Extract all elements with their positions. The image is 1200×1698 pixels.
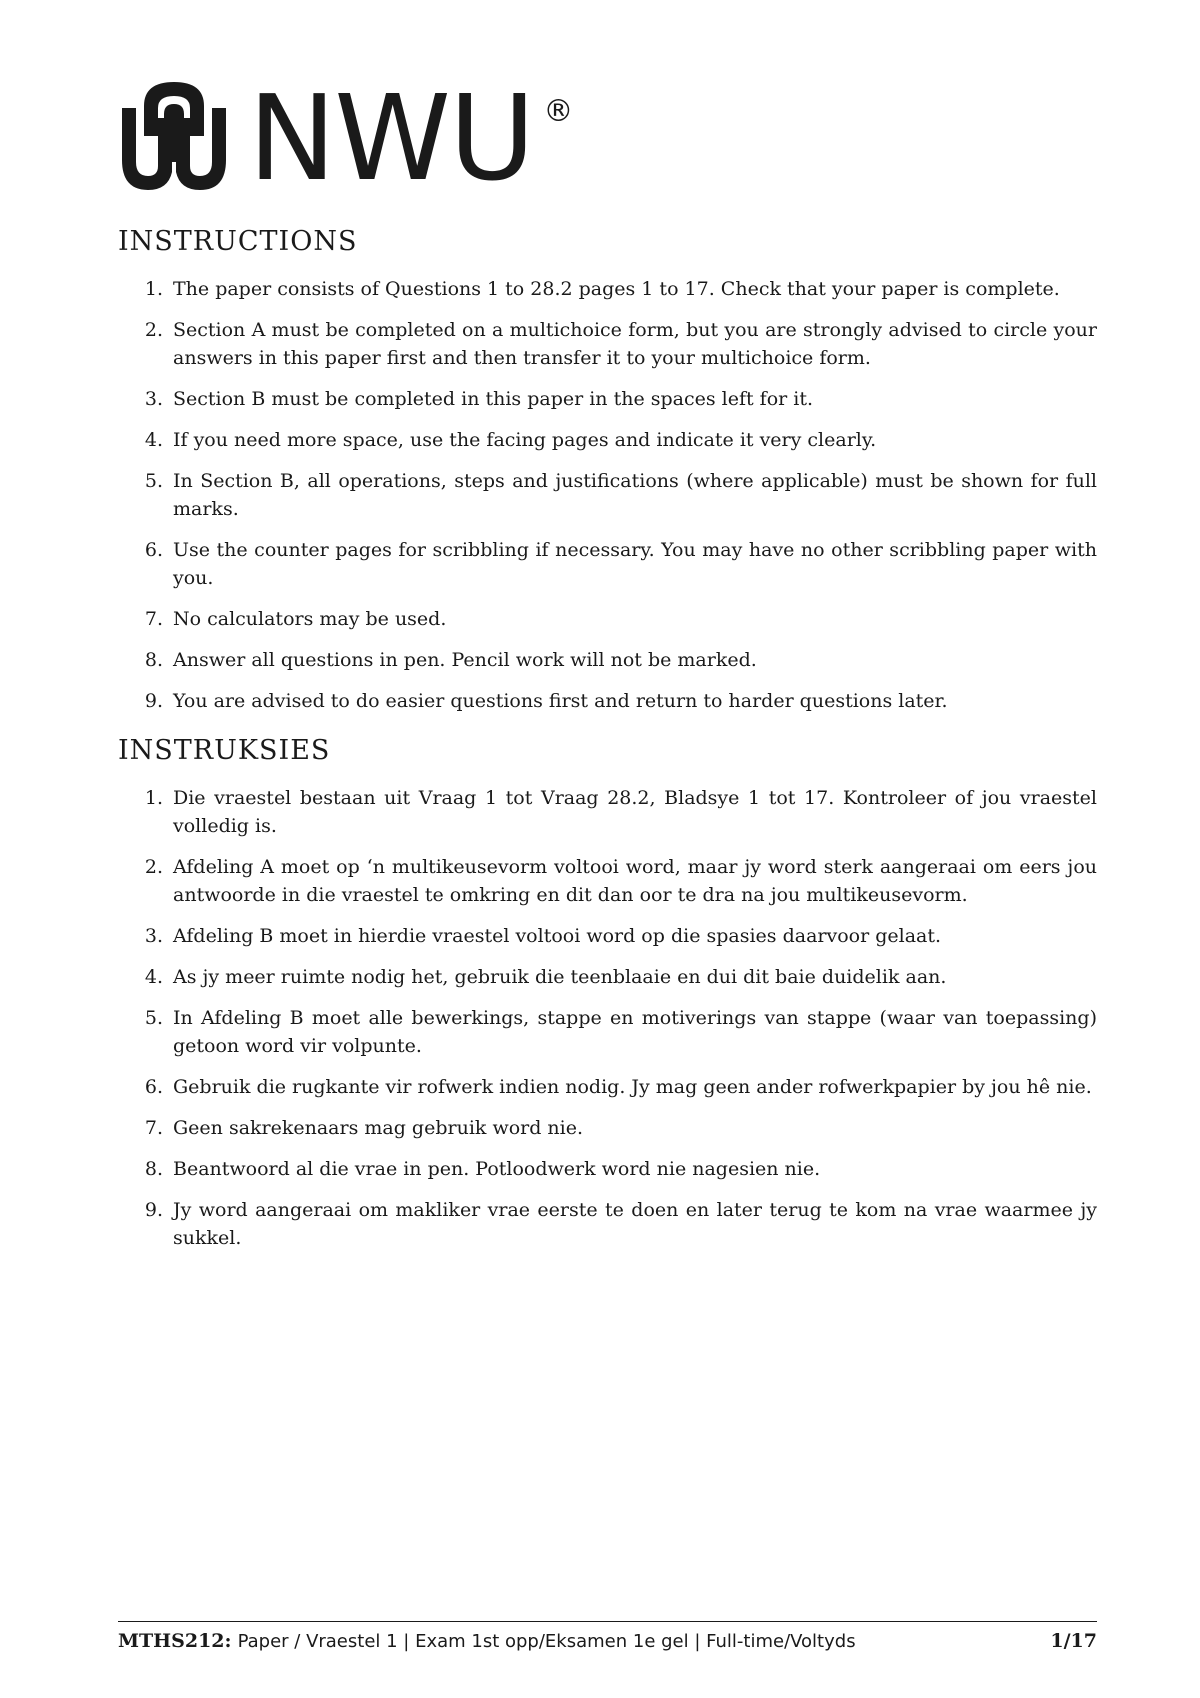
list-item (118, 922, 1097, 950)
list-item (118, 1196, 1097, 1252)
exam-cover-page (118, 69, 1097, 1265)
item-number: 3. (144, 925, 163, 947)
list-item (118, 426, 1097, 454)
item-number: 8. (144, 1158, 163, 1180)
instructions-heading: INSTRUCTIONS (118, 226, 358, 257)
item-number: 5. (144, 1007, 163, 1029)
list-item (118, 1114, 1097, 1142)
item-text: Beantwoord al die vrae in pen. Potloodwerk word nie nagesien nie. (173, 1158, 821, 1180)
instruksies-heading: INSTRUKSIES (118, 735, 331, 766)
instruksies-list (118, 784, 1097, 1252)
item-number: 2. (144, 319, 163, 341)
list-item (118, 687, 1097, 715)
item-number: 8. (144, 649, 163, 671)
item-number: 7. (144, 1117, 163, 1139)
list-item (118, 646, 1097, 674)
nwu-emblem-icon (118, 80, 230, 192)
item-text: Afdeling B moet in hierdie vraestel voltooi word op die spasies daarvoor gelaat. (173, 925, 942, 947)
list-item (118, 605, 1097, 633)
item-text: Answer all questions in pen. Pencil work will not be marked. (173, 649, 757, 671)
item-text: No calculators may be used. (173, 608, 447, 630)
list-item (118, 1004, 1097, 1060)
item-text: The paper consists of Questions 1 to 28.2 pages 1 to 17. Check that your paper is complete. (173, 278, 1060, 300)
item-number: 7. (144, 608, 163, 630)
list-item (118, 853, 1097, 909)
nwu-logo (118, 69, 1097, 207)
item-text: In Afdeling B moet alle bewerkings, stappe en motiverings van stappe (waar van toepassing) getoon word vir volpunte. (173, 1007, 1097, 1057)
item-text: If you need more space, use the facing pages and indicate it very clearly. (173, 429, 877, 451)
item-number: 1. (144, 278, 163, 300)
logo-wordmark: NWU (248, 69, 534, 207)
list-item (118, 784, 1097, 840)
item-number: 4. (144, 966, 163, 988)
item-text: Afdeling A moet op ‘n multikeusevorm voltooi word, maar jy word sterk aangeraai om eers jou antwoorde in die vraestel te omkring en dit dan oor te dra na jou multikeusevorm. (173, 856, 1097, 906)
list-item (118, 1155, 1097, 1183)
item-number: 6. (144, 539, 163, 561)
list-item (118, 963, 1097, 991)
item-number: 6. (144, 1076, 163, 1098)
list-item (118, 1073, 1097, 1101)
list-item (118, 385, 1097, 413)
list-item (118, 275, 1097, 303)
item-number: 9. (144, 1199, 163, 1221)
registered-mark: ® (543, 94, 574, 129)
item-text: Use the counter pages for scribbling if necessary. You may have no other scribbling paper with you. (173, 539, 1097, 589)
item-text: In Section B, all operations, steps and justifications (where applicable) must be shown for full marks. (173, 470, 1097, 520)
item-text: Gebruik die rugkante vir rofwerk indien nodig. Jy mag geen ander rofwerkpapier by jou hê nie. (173, 1076, 1092, 1098)
instructions-list (118, 275, 1097, 715)
item-number: 5. (144, 470, 163, 492)
list-item (118, 536, 1097, 592)
item-text: You are advised to do easier questions first and return to harder questions later. (173, 690, 948, 712)
item-number: 9. (144, 690, 163, 712)
paper-description: Paper / Vraestel 1 | Exam 1st opp/Eksamen 1e gel | Full-time/Voltyds (237, 1631, 856, 1652)
item-number: 3. (144, 388, 163, 410)
item-text: Die vraestel bestaan uit Vraag 1 tot Vraag 28.2, Bladsye 1 tot 17. Kontroleer of jou vraestel volledig is. (173, 787, 1097, 837)
course-code: MTHS212: (118, 1630, 232, 1652)
page-footer (118, 1621, 1097, 1652)
list-item (118, 467, 1097, 523)
item-number: 2. (144, 856, 163, 878)
item-number: 1. (144, 787, 163, 809)
item-text: Section A must be completed on a multichoice form, but you are strongly advised to circle your answers in this paper first and then transfer it to your multichoice form. (173, 319, 1097, 369)
item-text: As jy meer ruimte nodig het, gebruik die teenblaaie en dui dit baie duidelik aan. (173, 966, 947, 988)
item-text: Geen sakrekenaars mag gebruik word nie. (173, 1117, 584, 1139)
item-text: Jy word aangeraai om makliker vrae eerste te doen en later terug te kom na vrae waarmee jy sukkel. (173, 1199, 1097, 1249)
item-text: Section B must be completed in this paper in the spaces left for it. (173, 388, 814, 410)
item-number: 4. (144, 429, 163, 451)
page-number: 1/17 (1050, 1630, 1097, 1652)
list-item (118, 316, 1097, 372)
